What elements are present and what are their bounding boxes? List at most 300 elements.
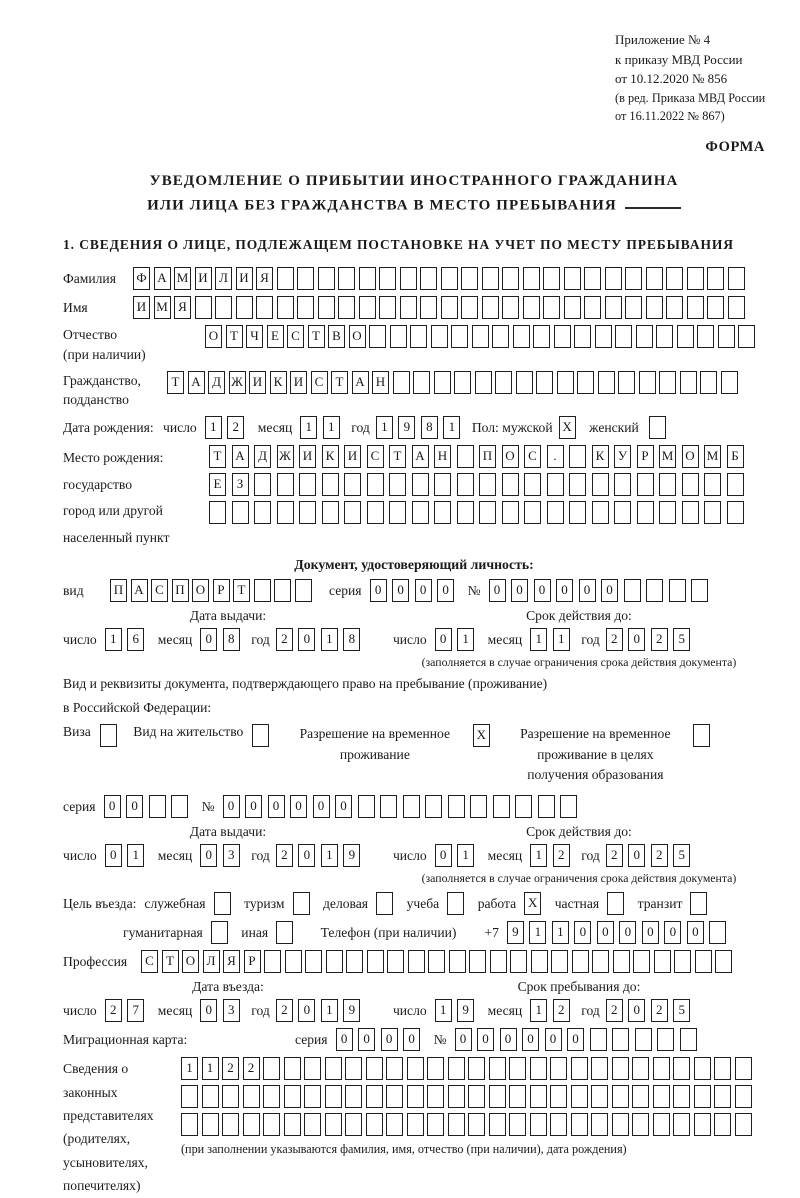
char-cell[interactable]: А — [352, 371, 369, 394]
char-cell[interactable] — [697, 325, 714, 348]
char-cell[interactable] — [554, 325, 571, 348]
char-cell[interactable] — [284, 1057, 301, 1080]
char-cell[interactable]: Н — [434, 445, 451, 468]
char-cell[interactable]: 0 — [381, 1028, 398, 1051]
birth-place-line2-input[interactable] — [209, 473, 749, 496]
char-cell[interactable] — [475, 371, 492, 394]
char-cell[interactable] — [263, 1057, 280, 1080]
char-cell[interactable]: 5 — [673, 999, 690, 1022]
temp-residence-education-checkbox[interactable] — [693, 724, 714, 747]
char-cell[interactable] — [181, 1085, 198, 1108]
char-cell[interactable] — [448, 1057, 465, 1080]
char-cell[interactable] — [389, 473, 406, 496]
char-cell[interactable]: 1 — [530, 628, 547, 651]
char-cell[interactable] — [646, 267, 663, 290]
char-cell[interactable] — [297, 296, 314, 319]
char-cell[interactable] — [346, 950, 363, 973]
char-cell[interactable] — [614, 473, 631, 496]
char-cell[interactable] — [387, 950, 404, 973]
char-cell[interactable] — [408, 950, 425, 973]
char-cell[interactable] — [181, 1113, 198, 1136]
migration-card-series-input[interactable] — [336, 1028, 426, 1051]
char-cell[interactable] — [489, 1085, 506, 1108]
char-cell[interactable] — [547, 501, 564, 524]
char-cell[interactable] — [489, 1057, 506, 1080]
char-cell[interactable]: 1 — [530, 999, 547, 1022]
char-cell[interactable] — [389, 501, 406, 524]
char-cell[interactable] — [598, 371, 615, 394]
char-cell[interactable]: 0 — [628, 628, 645, 651]
residence-expiry-day-input[interactable] — [435, 844, 480, 867]
char-cell[interactable] — [704, 473, 721, 496]
char-cell[interactable] — [202, 1085, 219, 1108]
char-cell[interactable] — [707, 267, 724, 290]
char-cell[interactable] — [489, 1113, 506, 1136]
residence-expiry-month-input[interactable] — [530, 844, 575, 867]
char-cell[interactable] — [592, 950, 609, 973]
char-cell[interactable] — [366, 1085, 383, 1108]
char-cell[interactable] — [590, 1028, 607, 1051]
char-cell[interactable]: 2 — [553, 844, 570, 867]
char-cell[interactable]: Ж — [229, 371, 246, 394]
stay-month-input[interactable] — [530, 999, 575, 1022]
char-cell[interactable] — [693, 724, 710, 747]
char-cell[interactable] — [252, 724, 269, 747]
char-cell[interactable]: У — [614, 445, 631, 468]
char-cell[interactable] — [502, 501, 519, 524]
char-cell[interactable] — [390, 325, 407, 348]
char-cell[interactable]: 0 — [415, 579, 432, 602]
sex-male-checkbox[interactable] — [559, 416, 580, 439]
char-cell[interactable] — [344, 501, 361, 524]
char-cell[interactable] — [254, 579, 271, 602]
char-cell[interactable] — [530, 1057, 547, 1080]
doc-number-input[interactable] — [489, 579, 714, 602]
char-cell[interactable]: 2 — [276, 999, 293, 1022]
char-cell[interactable] — [591, 1057, 608, 1080]
char-cell[interactable] — [714, 1057, 731, 1080]
char-cell[interactable] — [715, 950, 732, 973]
char-cell[interactable]: 5 — [673, 628, 690, 651]
char-cell[interactable]: 0 — [522, 1028, 539, 1051]
char-cell[interactable] — [614, 501, 631, 524]
char-cell[interactable]: 0 — [245, 795, 262, 818]
char-cell[interactable] — [232, 501, 249, 524]
char-cell[interactable] — [447, 892, 464, 915]
birth-year-input[interactable] — [376, 416, 466, 439]
char-cell[interactable]: Л — [203, 950, 220, 973]
char-cell[interactable] — [304, 1113, 321, 1136]
doc-kind-input[interactable] — [110, 579, 315, 602]
char-cell[interactable] — [659, 473, 676, 496]
char-cell[interactable]: 0 — [370, 579, 387, 602]
char-cell[interactable] — [714, 1085, 731, 1108]
char-cell[interactable] — [263, 1085, 280, 1108]
char-cell[interactable] — [305, 950, 322, 973]
char-cell[interactable] — [202, 1113, 219, 1136]
char-cell[interactable] — [612, 1113, 629, 1136]
char-cell[interactable] — [612, 1085, 629, 1108]
temp-residence-checkbox[interactable] — [473, 724, 494, 747]
char-cell[interactable] — [530, 1113, 547, 1136]
char-cell[interactable] — [557, 371, 574, 394]
char-cell[interactable] — [690, 892, 707, 915]
char-cell[interactable]: Ф — [133, 267, 150, 290]
char-cell[interactable] — [618, 371, 635, 394]
char-cell[interactable]: 1 — [443, 416, 460, 439]
char-cell[interactable] — [434, 371, 451, 394]
char-cell[interactable]: С — [311, 371, 328, 394]
entry-day-input[interactable] — [105, 999, 150, 1022]
char-cell[interactable] — [366, 1057, 383, 1080]
char-cell[interactable] — [564, 267, 581, 290]
char-cell[interactable] — [550, 1113, 567, 1136]
char-cell[interactable]: 0 — [335, 795, 352, 818]
char-cell[interactable] — [646, 296, 663, 319]
char-cell[interactable] — [461, 267, 478, 290]
char-cell[interactable] — [427, 1113, 444, 1136]
residence-issue-day-input[interactable] — [105, 844, 150, 867]
char-cell[interactable] — [367, 501, 384, 524]
char-cell[interactable]: 2 — [276, 844, 293, 867]
char-cell[interactable] — [502, 267, 519, 290]
char-cell[interactable] — [569, 501, 586, 524]
char-cell[interactable] — [479, 501, 496, 524]
char-cell[interactable] — [469, 950, 486, 973]
char-cell[interactable] — [530, 1085, 547, 1108]
char-cell[interactable] — [591, 1113, 608, 1136]
patronymic-input[interactable] — [205, 325, 759, 348]
name-input[interactable] — [133, 296, 748, 319]
char-cell[interactable]: 0 — [200, 628, 217, 651]
char-cell[interactable] — [457, 501, 474, 524]
char-cell[interactable]: О — [682, 445, 699, 468]
char-cell[interactable] — [574, 325, 591, 348]
char-cell[interactable] — [379, 296, 396, 319]
char-cell[interactable] — [325, 1057, 342, 1080]
char-cell[interactable] — [277, 501, 294, 524]
char-cell[interactable]: А — [232, 445, 249, 468]
char-cell[interactable] — [659, 501, 676, 524]
char-cell[interactable]: 0 — [500, 1028, 517, 1051]
char-cell[interactable]: А — [188, 371, 205, 394]
char-cell[interactable]: О — [349, 325, 366, 348]
char-cell[interactable] — [635, 1028, 652, 1051]
char-cell[interactable]: Р — [213, 579, 230, 602]
char-cell[interactable] — [284, 1085, 301, 1108]
char-cell[interactable] — [538, 795, 555, 818]
char-cell[interactable] — [569, 473, 586, 496]
char-cell[interactable]: 1 — [323, 416, 340, 439]
char-cell[interactable]: 8 — [223, 628, 240, 651]
char-cell[interactable] — [379, 267, 396, 290]
char-cell[interactable]: X — [524, 892, 541, 915]
issue-day-input[interactable] — [105, 628, 150, 651]
char-cell[interactable] — [605, 267, 622, 290]
char-cell[interactable] — [277, 267, 294, 290]
char-cell[interactable] — [441, 267, 458, 290]
residence-series-input[interactable] — [104, 795, 194, 818]
char-cell[interactable] — [624, 579, 641, 602]
char-cell[interactable] — [407, 1057, 424, 1080]
char-cell[interactable]: 0 — [642, 921, 659, 944]
char-cell[interactable] — [612, 1028, 629, 1051]
char-cell[interactable] — [461, 296, 478, 319]
char-cell[interactable]: 0 — [687, 921, 704, 944]
char-cell[interactable] — [293, 892, 310, 915]
char-cell[interactable] — [560, 795, 577, 818]
char-cell[interactable] — [434, 501, 451, 524]
char-cell[interactable] — [376, 892, 393, 915]
char-cell[interactable]: 1 — [435, 999, 452, 1022]
char-cell[interactable]: Я — [223, 950, 240, 973]
visa-checkbox[interactable] — [100, 724, 121, 747]
char-cell[interactable] — [285, 950, 302, 973]
char-cell[interactable] — [454, 371, 471, 394]
char-cell[interactable] — [492, 325, 509, 348]
char-cell[interactable]: А — [412, 445, 429, 468]
residence-permit-checkbox[interactable] — [252, 724, 273, 747]
purpose-study-checkbox[interactable] — [447, 892, 468, 915]
char-cell[interactable] — [299, 473, 316, 496]
char-cell[interactable] — [625, 267, 642, 290]
char-cell[interactable] — [211, 921, 228, 944]
char-cell[interactable]: И — [249, 371, 266, 394]
residence-issue-month-input[interactable] — [200, 844, 245, 867]
char-cell[interactable]: 0 — [435, 844, 452, 867]
char-cell[interactable] — [531, 950, 548, 973]
char-cell[interactable]: Ж — [277, 445, 294, 468]
char-cell[interactable] — [386, 1085, 403, 1108]
char-cell[interactable]: 0 — [298, 628, 315, 651]
char-cell[interactable] — [569, 445, 586, 468]
char-cell[interactable] — [656, 325, 673, 348]
char-cell[interactable]: И — [236, 267, 253, 290]
char-cell[interactable] — [659, 371, 676, 394]
char-cell[interactable]: 0 — [290, 795, 307, 818]
char-cell[interactable] — [592, 501, 609, 524]
char-cell[interactable] — [735, 1085, 752, 1108]
char-cell[interactable]: Т — [233, 579, 250, 602]
char-cell[interactable] — [510, 950, 527, 973]
char-cell[interactable] — [420, 267, 437, 290]
char-cell[interactable] — [516, 371, 533, 394]
entry-year-input[interactable] — [276, 999, 366, 1022]
char-cell[interactable] — [584, 267, 601, 290]
char-cell[interactable]: А — [131, 579, 148, 602]
char-cell[interactable]: Т — [389, 445, 406, 468]
char-cell[interactable]: 0 — [511, 579, 528, 602]
char-cell[interactable]: 0 — [268, 795, 285, 818]
entry-month-input[interactable] — [200, 999, 245, 1022]
char-cell[interactable] — [448, 1085, 465, 1108]
char-cell[interactable] — [420, 296, 437, 319]
char-cell[interactable] — [425, 795, 442, 818]
char-cell[interactable] — [666, 296, 683, 319]
doc-series-input[interactable] — [370, 579, 460, 602]
purpose-private-checkbox[interactable] — [607, 892, 628, 915]
char-cell[interactable]: 0 — [223, 795, 240, 818]
char-cell[interactable] — [493, 795, 510, 818]
birth-day-input[interactable] — [205, 416, 250, 439]
char-cell[interactable] — [277, 296, 294, 319]
char-cell[interactable]: X — [473, 724, 490, 747]
char-cell[interactable] — [295, 579, 312, 602]
char-cell[interactable] — [359, 267, 376, 290]
char-cell[interactable]: 5 — [673, 844, 690, 867]
char-cell[interactable]: 7 — [127, 999, 144, 1022]
char-cell[interactable] — [727, 501, 744, 524]
char-cell[interactable]: З — [232, 473, 249, 496]
purpose-official-checkbox[interactable] — [214, 892, 235, 915]
char-cell[interactable] — [564, 296, 581, 319]
char-cell[interactable] — [649, 416, 666, 439]
char-cell[interactable] — [543, 267, 560, 290]
char-cell[interactable] — [674, 950, 691, 973]
char-cell[interactable] — [410, 325, 427, 348]
char-cell[interactable] — [509, 1057, 526, 1080]
char-cell[interactable]: П — [172, 579, 189, 602]
char-cell[interactable] — [254, 473, 271, 496]
char-cell[interactable]: 1 — [127, 844, 144, 867]
char-cell[interactable] — [326, 950, 343, 973]
char-cell[interactable] — [284, 1113, 301, 1136]
migration-card-number-input[interactable] — [455, 1028, 703, 1051]
char-cell[interactable]: К — [270, 371, 287, 394]
surname-input[interactable] — [133, 267, 748, 290]
purpose-tourism-checkbox[interactable] — [293, 892, 314, 915]
char-cell[interactable]: П — [479, 445, 496, 468]
char-cell[interactable]: 2 — [606, 844, 623, 867]
char-cell[interactable]: 8 — [343, 628, 360, 651]
char-cell[interactable]: 0 — [104, 795, 121, 818]
char-cell[interactable]: 0 — [545, 1028, 562, 1051]
char-cell[interactable]: 9 — [457, 999, 474, 1022]
char-cell[interactable]: 0 — [628, 999, 645, 1022]
char-cell[interactable]: И — [344, 445, 361, 468]
char-cell[interactable] — [325, 1113, 342, 1136]
char-cell[interactable] — [345, 1113, 362, 1136]
char-cell[interactable] — [653, 1113, 670, 1136]
char-cell[interactable] — [687, 267, 704, 290]
char-cell[interactable] — [413, 371, 430, 394]
char-cell[interactable] — [591, 1085, 608, 1108]
char-cell[interactable]: И — [290, 371, 307, 394]
char-cell[interactable] — [637, 501, 654, 524]
char-cell[interactable]: 1 — [202, 1057, 219, 1080]
birth-place-line1-input[interactable] — [209, 445, 749, 468]
char-cell[interactable] — [673, 1085, 690, 1108]
char-cell[interactable] — [366, 1113, 383, 1136]
char-cell[interactable] — [709, 921, 726, 944]
char-cell[interactable]: С — [141, 950, 158, 973]
char-cell[interactable]: 9 — [343, 999, 360, 1022]
char-cell[interactable] — [615, 325, 632, 348]
char-cell[interactable] — [714, 1113, 731, 1136]
char-cell[interactable]: 2 — [276, 628, 293, 651]
sex-female-checkbox[interactable] — [649, 416, 670, 439]
char-cell[interactable]: Я — [256, 267, 273, 290]
char-cell[interactable] — [536, 371, 553, 394]
char-cell[interactable] — [632, 1085, 649, 1108]
char-cell[interactable] — [633, 950, 650, 973]
char-cell[interactable] — [277, 473, 294, 496]
char-cell[interactable] — [403, 795, 420, 818]
char-cell[interactable]: 0 — [336, 1028, 353, 1051]
char-cell[interactable]: 0 — [358, 1028, 375, 1051]
char-cell[interactable] — [704, 501, 721, 524]
char-cell[interactable] — [728, 296, 745, 319]
char-cell[interactable]: 1 — [457, 844, 474, 867]
char-cell[interactable]: Т — [226, 325, 243, 348]
char-cell[interactable] — [325, 1085, 342, 1108]
char-cell[interactable] — [470, 795, 487, 818]
char-cell[interactable] — [613, 950, 630, 973]
char-cell[interactable] — [543, 296, 560, 319]
char-cell[interactable]: . — [547, 445, 564, 468]
birth-month-input[interactable] — [300, 416, 345, 439]
char-cell[interactable] — [338, 267, 355, 290]
char-cell[interactable]: 1 — [321, 628, 338, 651]
char-cell[interactable] — [509, 1085, 526, 1108]
char-cell[interactable] — [222, 1113, 239, 1136]
char-cell[interactable]: С — [367, 445, 384, 468]
char-cell[interactable] — [592, 473, 609, 496]
char-cell[interactable]: 2 — [243, 1057, 260, 1080]
issue-year-input[interactable] — [276, 628, 366, 651]
char-cell[interactable]: 1 — [300, 416, 317, 439]
char-cell[interactable] — [577, 371, 594, 394]
char-cell[interactable] — [584, 296, 601, 319]
char-cell[interactable] — [214, 892, 231, 915]
char-cell[interactable] — [393, 371, 410, 394]
char-cell[interactable] — [550, 1085, 567, 1108]
char-cell[interactable] — [718, 325, 735, 348]
char-cell[interactable]: 0 — [437, 579, 454, 602]
char-cell[interactable]: 1 — [321, 999, 338, 1022]
citizenship-input[interactable] — [167, 371, 741, 394]
char-cell[interactable] — [345, 1085, 362, 1108]
char-cell[interactable]: 2 — [227, 416, 244, 439]
char-cell[interactable] — [344, 473, 361, 496]
char-cell[interactable]: К — [322, 445, 339, 468]
char-cell[interactable]: 0 — [601, 579, 618, 602]
char-cell[interactable]: 2 — [651, 999, 668, 1022]
char-cell[interactable]: 0 — [597, 921, 614, 944]
char-cell[interactable] — [700, 371, 717, 394]
representatives-line1-input[interactable] — [181, 1057, 755, 1080]
char-cell[interactable]: М — [154, 296, 171, 319]
char-cell[interactable]: Т — [209, 445, 226, 468]
char-cell[interactable] — [369, 325, 386, 348]
char-cell[interactable] — [254, 501, 271, 524]
char-cell[interactable] — [274, 579, 291, 602]
char-cell[interactable] — [149, 795, 166, 818]
char-cell[interactable] — [407, 1085, 424, 1108]
char-cell[interactable]: Т — [331, 371, 348, 394]
char-cell[interactable] — [677, 325, 694, 348]
char-cell[interactable] — [264, 950, 281, 973]
char-cell[interactable] — [669, 579, 686, 602]
char-cell[interactable] — [318, 296, 335, 319]
char-cell[interactable]: Н — [372, 371, 389, 394]
char-cell[interactable]: 1 — [530, 844, 547, 867]
char-cell[interactable]: 2 — [105, 999, 122, 1022]
char-cell[interactable] — [639, 371, 656, 394]
char-cell[interactable]: Б — [727, 445, 744, 468]
char-cell[interactable] — [400, 296, 417, 319]
char-cell[interactable] — [468, 1057, 485, 1080]
